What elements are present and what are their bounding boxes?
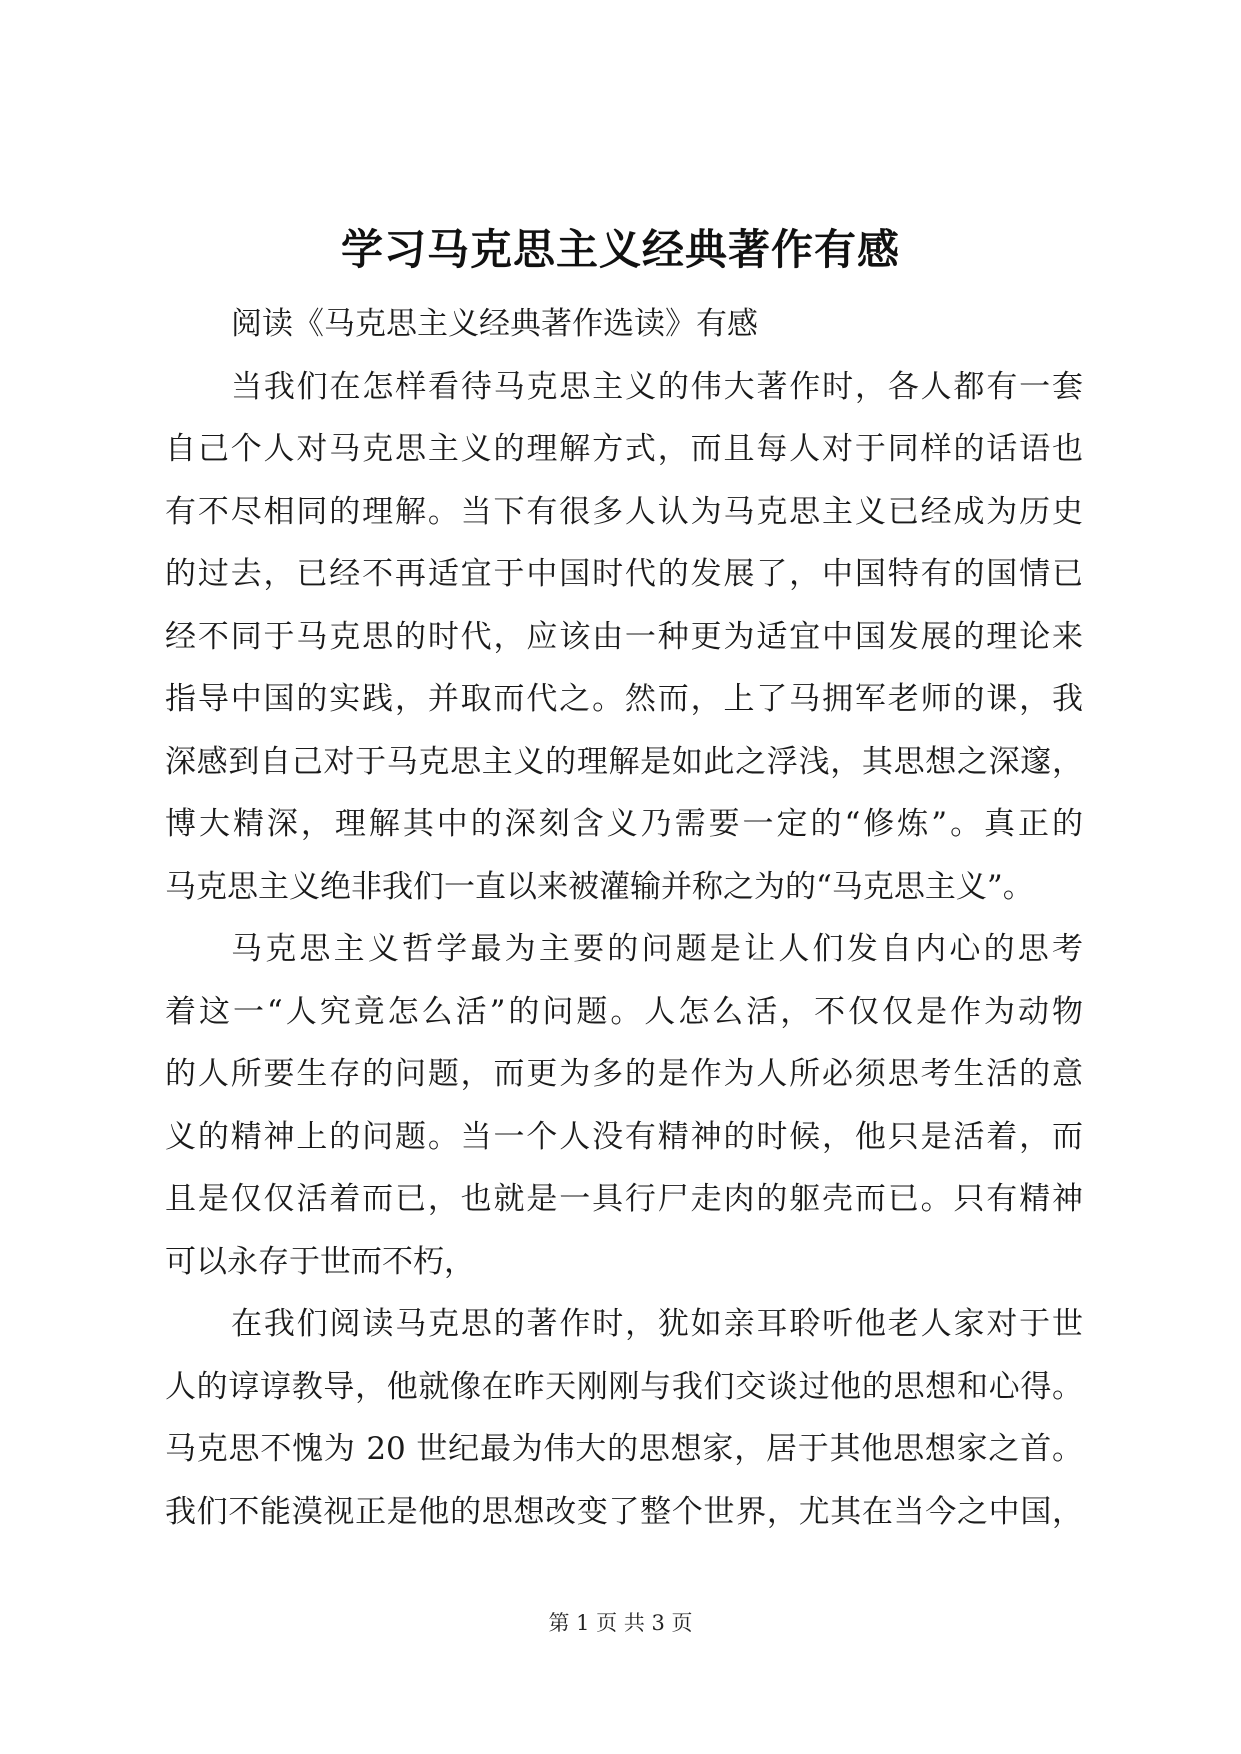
body-text-line: 马克思主义哲学最为主要的问题是让人们发自内心的思考 (231, 931, 1083, 967)
body-text-line: 人的谆谆教导，他就像在昨天刚刚与我们交谈过他的思想和心得。 (165, 1368, 1083, 1405)
body-text-line: 可以永存于世而不朽， (165, 1243, 475, 1280)
body-text-line: 指导中国的实践，并取而代之。然而，上了马拥军老师的课，我 (165, 681, 1083, 717)
body-text-line: 的过去，已经不再适宜于中国时代的发展了，中国特有的国情已 (165, 556, 1083, 592)
body-text-line: 马克思不愧为 20 世纪最为伟大的思想家，居于其他思想家之首。 (165, 1431, 1083, 1467)
body-text-line: 有不尽相同的理解。当下有很多人认为马克思主义已经成为历史 (165, 493, 1083, 530)
body-text-line: 且是仅仅活着而已，也就是一具行尸走肉的躯壳而已。只有精神 (165, 1181, 1083, 1217)
page-footer: 第 1 页 共 3 页 (548, 1611, 693, 1635)
document-body (165, 293, 1083, 1543)
body-text-line: 博大精深，理解其中的深刻含义乃需要一定的“修炼”。真正的 (165, 806, 1083, 842)
body-text-line: 阅读《马克思主义经典著作选读》有感 (231, 306, 758, 342)
body-text-line: 义的精神上的问题。当一个人没有精神的时候，他只是活着，而 (165, 1118, 1083, 1155)
body-text-line: 经不同于马克思的时代，应该由一种更为适宜中国发展的理论来 (165, 618, 1083, 655)
body-text-line: 在我们阅读马克思的著作时，犹如亲耳聆听他老人家对于世 (231, 1306, 1083, 1342)
body-text-line: 马克思主义绝非我们一直以来被灌输并称之为的“马克思主义”。 (165, 868, 1034, 905)
document-title: 学习马克思主义经典著作有感 (340, 225, 900, 274)
body-text-line: 的人所要生存的问题，而更为多的是作为人所必须思考生活的意 (165, 1056, 1083, 1092)
body-text-line: 我们不能漠视正是他的思想改变了整个世界，尤其在当今之中国， (165, 1493, 1083, 1530)
body-text-line: 自己个人对马克思主义的理解方式，而且每人对于同样的话语也 (165, 431, 1083, 467)
body-text-line: 着这一“人究竟怎么活”的问题。人怎么活，不仅仅是作为动物 (165, 993, 1083, 1030)
body-text-line: 深感到自己对于马克思主义的理解是如此之浮浅，其思想之深邃， (165, 743, 1083, 780)
body-text-line: 当我们在怎样看待马克思主义的伟大著作时，各人都有一套 (231, 368, 1083, 405)
